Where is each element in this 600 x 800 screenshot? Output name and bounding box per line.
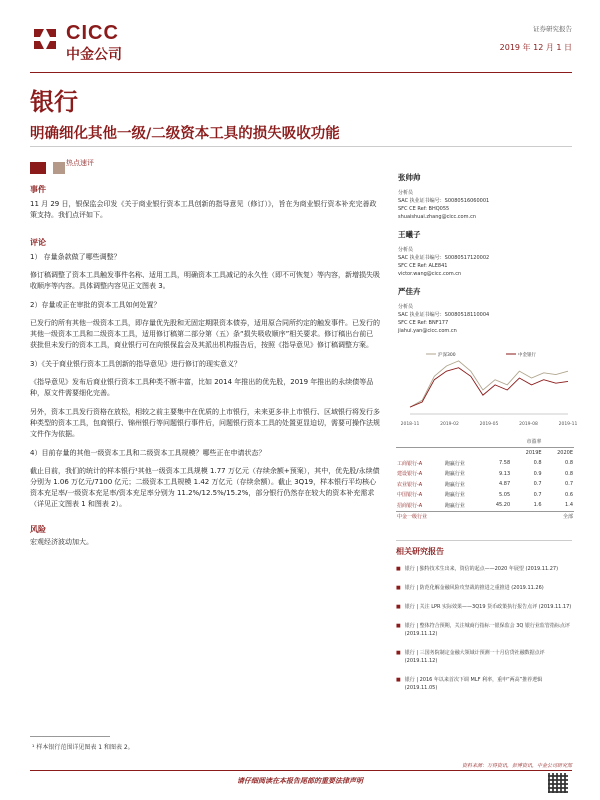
stock-chart bbox=[396, 348, 578, 428]
table-cell bbox=[482, 436, 511, 447]
event-heading: 事件 bbox=[30, 185, 46, 194]
related-item[interactable] bbox=[396, 584, 572, 592]
sector-label: 银行 bbox=[30, 88, 78, 116]
answer-3b: 另外，资本工具发行资格在放松，相较之前主要集中在优质的上市银行，未来更多非上市银行、区域银行将发行多种类型的资本工具，包商银行、锦州银行等问题银行事件后，问题银行资本工具的处置更显迫切，需要可操作法规文件作为依据。 bbox=[30, 408, 380, 438]
table-row[interactable] bbox=[396, 490, 574, 501]
answer-4: 截止目前，我们的统计的样本银行¹其他一级资本工具规模 1.77 万亿元（存续余额+预案），其中，优先股/永续债分别为 1.06 万亿元/7100 亿元；二级资本工具规模 1.42 万亿元（存续余额）。截止 3Q19，样本银行平均核心资本充足率/一级资本充足率/资本充足率分别为 11.2%/12.5%/15.2%，部分银行仍然存在较大的资本补充需求（详见正文图表 1 和图表 2）。 bbox=[30, 467, 380, 508]
related-heading: 相关研究报告 bbox=[396, 547, 444, 556]
report-type: 证券研究报告 bbox=[533, 25, 572, 33]
table-cell bbox=[543, 436, 574, 447]
related-list bbox=[396, 565, 572, 692]
logo-en: CICC bbox=[66, 22, 119, 44]
bottom-divider bbox=[30, 770, 572, 771]
bullet-icon: ■ bbox=[396, 585, 401, 591]
table-cell: 建设银行-A bbox=[397, 471, 423, 478]
bullet-icon: ■ bbox=[396, 623, 401, 629]
table-row[interactable] bbox=[396, 458, 574, 469]
tag-blocks bbox=[30, 157, 65, 176]
table-row[interactable] bbox=[396, 500, 574, 511]
x-tick-label: 2019-05 bbox=[479, 422, 499, 427]
table-cell: 0.8 bbox=[565, 460, 573, 467]
logo bbox=[30, 20, 150, 65]
report-date: 2019 年 12 月 1 日 bbox=[499, 43, 572, 52]
table-cell: 农业银行-A bbox=[397, 481, 423, 488]
series-line-1 bbox=[410, 368, 568, 407]
table-cell bbox=[444, 436, 483, 447]
analyst-1-email[interactable]: shuaishuai.zhang@cicc.com.cn bbox=[398, 214, 476, 220]
table-cell: 0.7 bbox=[533, 491, 542, 498]
page-title: 明确细化其他一级/二级资本工具的损失吸收功能 bbox=[30, 126, 340, 142]
analyst-2: 王曦子 分析员 SAC 执业证书编号：S0080517120002 SFC CE Ref: ALE841 victor.wang@cicc.com.cn bbox=[398, 229, 573, 278]
table-cell: 1.4 bbox=[565, 502, 573, 509]
series-line-0 bbox=[410, 361, 568, 407]
x-tick-label: 2019-08 bbox=[519, 422, 538, 427]
table-cell: 跑赢行业 bbox=[444, 481, 465, 488]
table-cell bbox=[444, 447, 483, 458]
table-row[interactable] bbox=[396, 469, 574, 480]
comment-heading: 评论 bbox=[30, 238, 46, 247]
table-cell bbox=[482, 447, 511, 458]
table-cell: 9.13 bbox=[499, 470, 511, 477]
bullet-icon: ■ bbox=[396, 604, 401, 610]
title-divider bbox=[30, 146, 572, 147]
tag-label: 热点速评 bbox=[66, 159, 94, 167]
chart-svg bbox=[396, 348, 578, 428]
related-item[interactable] bbox=[396, 603, 572, 611]
table-footer-right: 全部 bbox=[562, 514, 573, 521]
table-row[interactable] bbox=[396, 479, 574, 490]
table-cell: 4.87 bbox=[499, 481, 511, 488]
table-cell bbox=[396, 436, 444, 447]
legend-label-0: 沪深300 bbox=[438, 353, 456, 358]
related-item[interactable] bbox=[396, 565, 572, 573]
table-subheader bbox=[396, 447, 574, 458]
x-tick-label: 2018-11 bbox=[400, 422, 420, 427]
question-2: 2）存量或正在审批的资本工具如何处置？ bbox=[30, 301, 161, 309]
table-cell: 0.9 bbox=[533, 470, 542, 477]
table-cell: 2019E bbox=[525, 449, 542, 456]
question-4: 4）目前存量的其他一级资本工具和二级资本工具规模？哪些正在申请状态？ bbox=[30, 449, 266, 457]
table-cell: 0.8 bbox=[565, 470, 573, 477]
analyst-3: 严佳卉 分析员 SAC 执业证书编号：S0080518110004 SFC CE Ref: BNF177 jiahui.yan@cicc.com.cn bbox=[398, 286, 573, 335]
related-item-text: 银行 | 整体符合预期，关注城商行指标一银保监会 3Q 银行业监管指标点评 (2019.11.12) bbox=[404, 623, 570, 637]
answer-1: 修订稿调整了资本工具触发事件名称、适用工具，明确资本工具减记的永久性（即不可恢复）等内容，新增损失吸收顺序等内容。具体调整内容见正文图表 3。 bbox=[30, 271, 380, 290]
related-item[interactable] bbox=[396, 676, 572, 692]
answer-3: 《指导意见》发布后商业银行资本工具种类不断丰富，比如 2014 年推出的优先股，2019 年推出的永续债等品种，原文件需要细化完善。 bbox=[30, 378, 374, 397]
table-cell: 1.6 bbox=[533, 502, 542, 509]
bullet-icon: ■ bbox=[396, 677, 401, 683]
risk-text: 宏观经济波动加大。 bbox=[30, 538, 93, 546]
question-1: 1） 存量条款做了哪些调整？ bbox=[30, 253, 121, 261]
table-cell: 0.7 bbox=[533, 481, 542, 488]
analyst-1: 张帅帅 分析员 SAC 执业证书编号：S0080516060001 SFC CE Ref: BHQ055 shuaishuai.zhang@cicc.com.cn bbox=[398, 172, 573, 221]
table-footer bbox=[396, 511, 574, 522]
related-item-text: 银行 | 三国务院制定金融大领域计预测一十月信贷社融数据点评 (2019.11.12) bbox=[404, 650, 545, 664]
analyst-2-email[interactable]: victor.wang@cicc.com.cn bbox=[398, 271, 462, 277]
related-section bbox=[396, 540, 572, 769]
table-cell: 7.58 bbox=[499, 460, 511, 467]
related-item[interactable] bbox=[396, 649, 572, 665]
logo-cn: 中金公司 bbox=[66, 46, 122, 62]
table-cell: 跑赢行业 bbox=[444, 492, 465, 499]
related-source: 资料来源：万得资讯，彭博资讯，中金公司研究部 bbox=[461, 763, 572, 769]
answer-2: 已发行的所有其他一级资本工具，即存量优先股和无固定期限资本债券，适用原合同所约定的触发事件。已发行的其他一级资本工具和二级资本工具，适用修订稿第二部分第（五）条“损失吸收顺序”相关要求。修订稿出台前已获批但未发行的资本工具，商业银行可在向银保监会及其派出机构报告后，按照《指导意见》修订稿调整方案。 bbox=[30, 319, 380, 349]
table-cell: 跑赢行业 bbox=[444, 460, 465, 467]
table-cell: 0.7 bbox=[565, 481, 573, 488]
table-cell: 0.6 bbox=[565, 491, 573, 498]
cicc-logo-icon bbox=[30, 25, 60, 55]
table-cell bbox=[396, 447, 444, 458]
footnote: ¹ 样本银行范围详见图表 1 和图表 2。 bbox=[32, 744, 134, 751]
related-divider bbox=[396, 540, 572, 541]
table-cell: 0.8 bbox=[533, 460, 542, 467]
bottom-disclaimer: 请仔细阅读在本报告尾部的重要法律声明 bbox=[237, 777, 363, 785]
table-footer-left: 中金一级行业 bbox=[397, 514, 428, 521]
related-item-text: 银行 | 关注 LPR 实际效果——3Q19 货币政策执行报告点评 (2019.11.17) bbox=[404, 604, 572, 610]
risk-heading: 风险 bbox=[30, 525, 46, 534]
sidebar bbox=[398, 172, 573, 335]
header-divider bbox=[30, 72, 572, 73]
table-cell: 市盈率 bbox=[526, 438, 542, 445]
analyst-3-email[interactable]: jiahui.yan@cicc.com.cn bbox=[398, 328, 457, 334]
question-3: 3）《关于商业银行资本工具创新的指导意见》进行修订的现实意义？ bbox=[30, 360, 241, 368]
main-column bbox=[30, 184, 380, 548]
qr-code-icon bbox=[548, 773, 568, 793]
table-cell: 中国银行-A bbox=[397, 492, 423, 499]
bullet-icon: ■ bbox=[396, 650, 401, 656]
related-item-text: 银行 | 独特技术生出来，资信的起点——2020 年展望 (2019.11.27) bbox=[404, 566, 559, 572]
table-cell: 45.20 bbox=[495, 502, 511, 509]
table-cell: 跑赢行业 bbox=[444, 471, 465, 478]
legend-label-1: 中金银行 bbox=[518, 353, 536, 358]
x-tick-label: 2019-11 bbox=[558, 422, 578, 427]
related-item-text: 银行 | 防范化解金融风险攻坚战的推进之重推进 (2019.11.26) bbox=[404, 585, 544, 591]
related-item-text: 银行 | 2016 年以来首次下调 MLF 利率，重申“两高”推荐逻辑 (2019.11.05) bbox=[404, 677, 543, 691]
table-cell: 跑赢行业 bbox=[444, 502, 465, 509]
event-text: 11 月 29 日，银保监会印发《关于商业银行资本工具创新的指导意见（修订）》，旨在为商业银行资本补充完善政策支持。我们点评如下。 bbox=[30, 200, 377, 219]
table-cell: 工商银行-A bbox=[397, 460, 423, 467]
bullet-icon: ■ bbox=[396, 566, 401, 572]
table-cell: 2020E bbox=[557, 449, 573, 456]
table-header bbox=[396, 436, 574, 447]
footnote-divider bbox=[30, 736, 110, 737]
table-cell: 招商银行-A bbox=[397, 502, 423, 509]
related-item[interactable] bbox=[396, 622, 572, 638]
table-cell: 5.05 bbox=[499, 491, 511, 498]
x-tick-label: 2019-02 bbox=[440, 422, 459, 427]
stock-table bbox=[396, 436, 574, 522]
